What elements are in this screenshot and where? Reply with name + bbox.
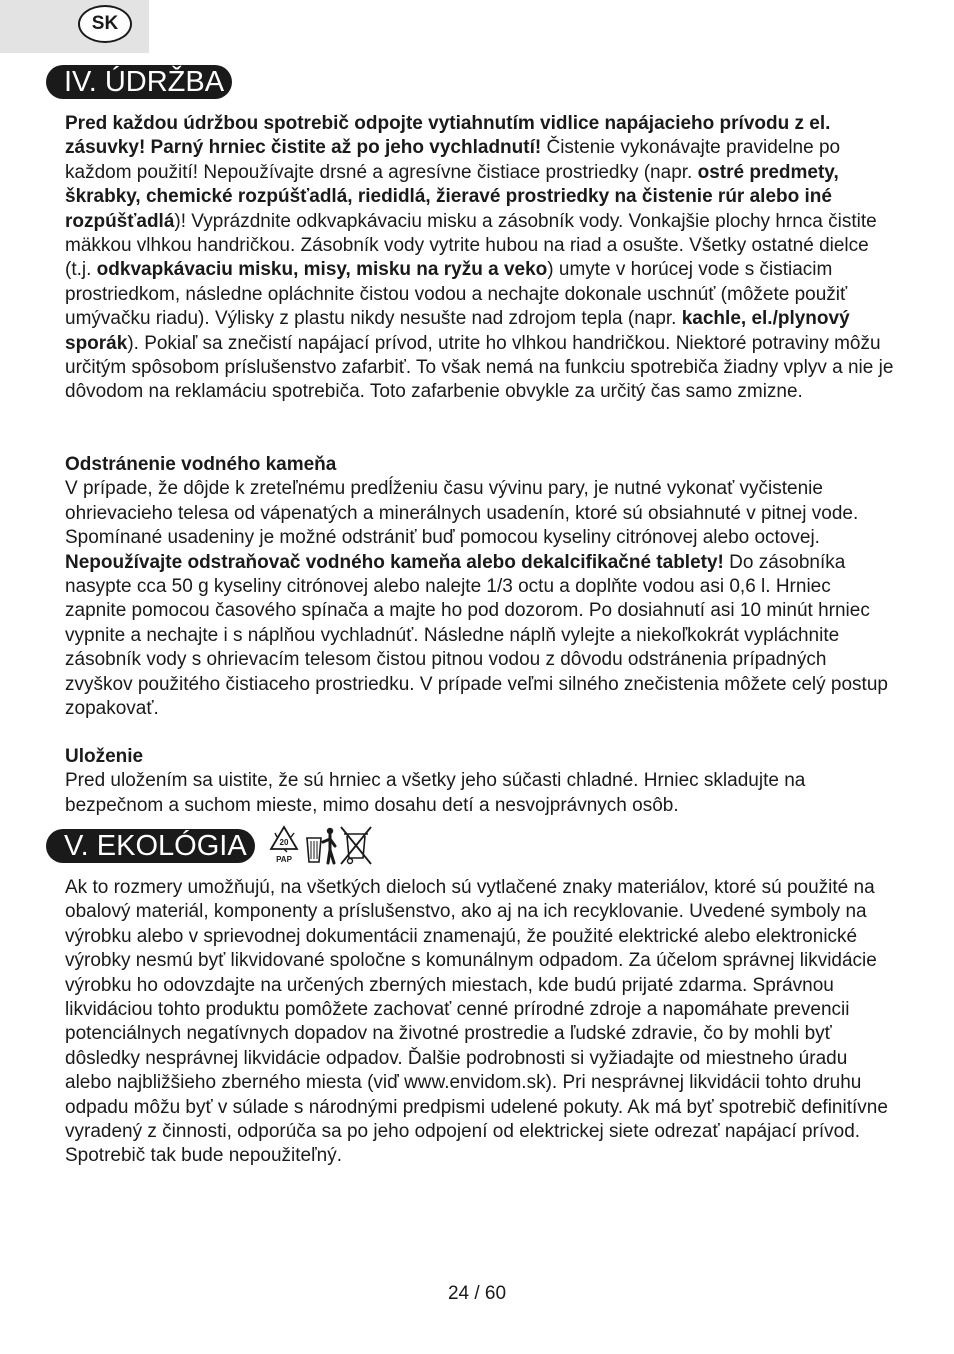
text-run: V prípade, že dôjde k zreteľnému predĺženiu času vývinu pary, je nutné vykonať vyčistenie ohrievacieho telesa od vápenatých a minerálnych usadenín, ktoré sú obsiahnuté v pitnej vode. Spomínané usadeniny je možné odstrániť buď pomocou kyseliny citrónovej alebo octovej.	[65, 478, 859, 549]
text-run: ) umyte v horúcej vode s čistiacim prostriedkom, následne opláchnite čistou vodou a nechajte dokonale uschnúť (môžete použiť umývačku riadu). Výlisky z plastu nikdy nesušte nad zdrojom tepla (napr.	[65, 259, 848, 330]
ecology-symbols	[268, 824, 374, 866]
descaling-text	[65, 477, 895, 721]
descaling-heading: Odstránenie vodného kameňa	[65, 454, 337, 475]
recycle-label: PAP	[276, 855, 292, 864]
storage-section	[65, 745, 895, 818]
recycle-20-pap-icon	[271, 827, 297, 864]
descaling-section	[65, 453, 895, 721]
ecology-text: Ak to rozmery umožňujú, na všetkých dieloch sú vytlačené znaky materiálov, ktoré sú použité na obalový materiál, komponenty a príslušenstvo, ako aj na ich recyklovanie. Uvedené symboly na výrobku alebo v sprievodnej dokumentácii znamenajú, že použité elektrické alebo elektronické výrobky nesmú byť likvidované spoločne s komunálnym odpadom. Za účelom správnej likvidácie výrobku ho odovzdajte na určených zberných miestach, kde budú prijaté zdarma. Správnou likvidáciou tohto produktu pomôžete zachovať cenné prírodné zdroje a napomáhate prevencii potenciálnych negatívnych dopadov na životné prostredie a ľudské zdravie, čo by mohli byť dôsledky nesprávnej likvidácie odpadov. Ďalšie podrobnosti si vyžiadajte od miestneho úradu alebo najbližšieho zberného miesta (viď www.envidom.sk). Pri nesprávnej likvidácii tohto druhu odpadu môžu byť v súlade s národnými predpismi udelené pokuty. Ak má byť spotrebič definitívne vyradený z činnosti, odporúča sa po jeho odpojení od elektrickej siete odrezať napájací prívod. Spotrebič tak bude nepoužiteľný.	[65, 877, 888, 1167]
crossed-out-wheelie-bin-icon	[341, 827, 371, 864]
page-number: 24 / 60	[447, 1283, 507, 1304]
maintenance-cleaning-text	[65, 112, 895, 405]
text-run: Pred každou údržbou spotrebič odpojte vytiahnutím vidlice napájacieho prívodu z el. zásuvky! Parný hrniec čistite až po jeho vychladnutí!	[65, 113, 831, 159]
text-run: Nepoužívajte odstraňovač vodného kameňa alebo dekalcifikačné tablety!	[65, 551, 724, 573]
text-run: )! Vyprázdnite odkvapkávaciu misku a zásobník vody. Vonkajšie plochy hrnca čistite mäkkou vlhkou handričkou. Zásobník vody vytrite hubou na riad a osušte. Všetky ostatné dielce (t.j.	[65, 210, 877, 281]
text-run: odkvapkávaciu misku, misy, misku na ryžu a veko	[96, 259, 548, 281]
maintenance-paragraph	[65, 112, 895, 405]
language-tab	[0, 0, 149, 53]
section-title-ecology: V. EKOLÓGIA	[46, 829, 255, 863]
language-badge: SK	[78, 5, 132, 43]
litter-bin-icon	[307, 828, 335, 863]
text-run: Čistenie vykonávajte pravidelne po každom použití! Nepoužívajte drsné a agresívne čistiace prostriedky (napr.	[65, 137, 841, 183]
text-run: kachle, el./plynový sporák	[65, 308, 850, 354]
recycle-number: 20	[279, 838, 289, 847]
section-title-maintenance: IV. ÚDRŽBA	[46, 65, 232, 99]
ecology-paragraph	[65, 876, 895, 1169]
text-run: Do zásobníka nasypte cca 50 g kyseliny citrónovej alebo nalejte 1/3 octu a doplňte vodou asi 0,6 l. Hrniec zapnite pomocou časového spínača a majte ho pod dozorom. Po dosiahnutí asi 10 minút hrniec vypnite a nechajte i s náplňou vychladnúť. Následne náplň vylejte a niekoľkokrát vypláchnite zásobník vody s ohrievacím telesom čistou pitnou vodou z dôvodu odstránenia prípadných zvyškov použitého čistiaceho prostriedku. V prípade veľmi silného znečistenia môžete celý postup zopakovať.	[65, 551, 888, 720]
storage-text: Pred uložením sa uistite, že sú hrniec a všetky jeho súčasti chladné. Hrniec skladujte na bezpečnom a suchom mieste, mimo dosahu detí a nesvojprávnych osôb.	[65, 770, 806, 816]
text-run: ostré predmety, škrabky, chemické rozpúšťadlá, riedidlá, žieravé prostriedky na čistenie rúr alebo iné rozpúšťadlá	[65, 161, 839, 232]
text-run: ). Pokiaľ sa znečistí napájací prívod, utrite ho vlhkou handričkou. Niektoré potraviny môžu určitým spôsobom príslušenstvo zafarbiť. To však nemá na funkciu spotrebiča žiadny vplyv a nie je dôvodom na reklamáciu spotrebiča. Toto zafarbenie obvykle za určitý čas samo zmizne.	[65, 332, 894, 403]
storage-heading: Uloženie	[65, 746, 144, 767]
